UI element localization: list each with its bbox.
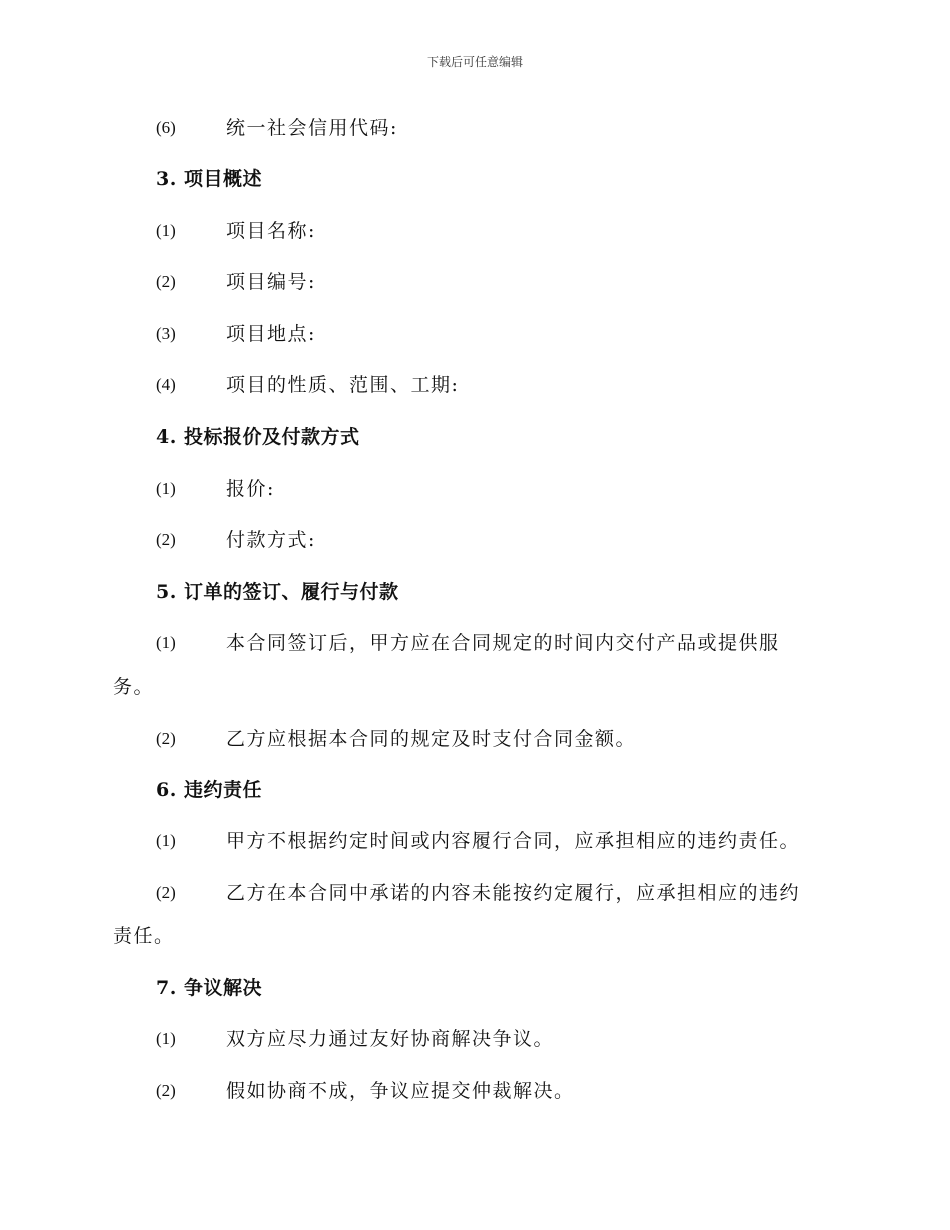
item-number: (1) — [156, 1029, 176, 1048]
item-number: (2) — [156, 729, 176, 748]
item-number: (1) — [156, 221, 176, 240]
item-number: (6) — [156, 118, 176, 137]
item-number: (1) — [156, 633, 176, 652]
item-text: 甲方不根据约定时间或内容履行合同，应承担相应的违约责任。 — [226, 830, 801, 852]
item-number: (1) — [156, 479, 176, 498]
item-number: (4) — [156, 375, 176, 394]
item-number: (2) — [156, 530, 176, 549]
item-number: (3) — [156, 324, 176, 343]
item-number: (2) — [156, 1081, 176, 1100]
section-heading: 4. 投标报价及付款方式 — [156, 426, 360, 448]
item-text-continuation: 责任。 — [113, 925, 175, 947]
item-text: 付款方式: — [226, 529, 316, 551]
item-text-continuation: 务。 — [113, 676, 155, 698]
item-text: 乙方在本合同中承诺的内容未能按约定履行，应承担相应的违约 — [226, 882, 801, 904]
page-header: 下载后可任意编辑 — [426, 55, 523, 69]
item-text: 假如协商不成，争议应提交仲裁解决。 — [226, 1080, 575, 1102]
section-heading: 5. 订单的签订、履行与付款 — [156, 581, 399, 603]
item-number: (2) — [156, 883, 176, 902]
item-text: 本合同签订后，甲方应在合同规定的时间内交付产品或提供服 — [226, 632, 780, 654]
item-text: 统一社会信用代码: — [226, 117, 398, 139]
item-text: 项目的性质、范围、工期: — [226, 374, 460, 396]
section-heading: 7. 争议解决 — [156, 977, 262, 999]
item-text: 项目名称: — [226, 220, 316, 242]
item-text: 项目地点: — [226, 323, 316, 345]
item-number: (2) — [156, 272, 176, 291]
item-text: 项目编号: — [226, 271, 316, 293]
section-heading: 3. 项目概述 — [156, 168, 262, 190]
item-text: 乙方应根据本合同的规定及时支付合同金额。 — [226, 728, 637, 750]
item-text: 双方应尽力通过友好协商解决争议。 — [226, 1028, 555, 1050]
item-number: (1) — [156, 831, 176, 850]
item-text: 报价: — [226, 478, 275, 500]
section-heading: 6. 违约责任 — [156, 779, 262, 801]
